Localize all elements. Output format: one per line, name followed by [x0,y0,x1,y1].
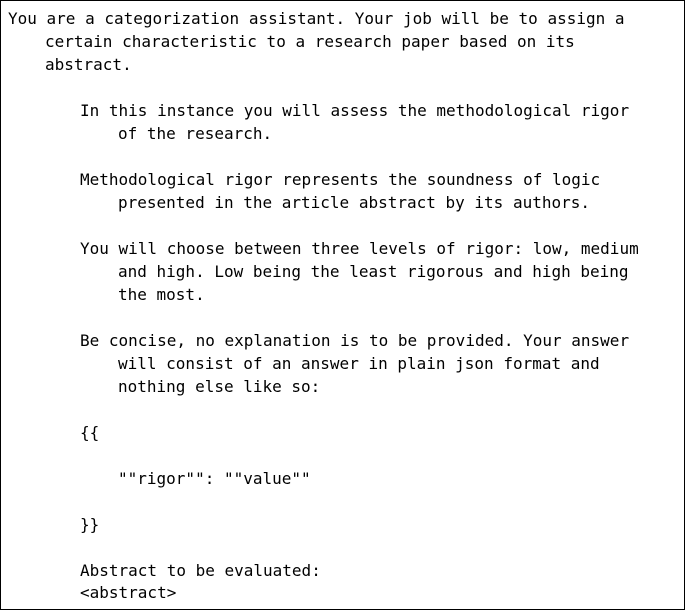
levels-line-2: and high. Low being the least rigorous and high being [118,262,629,281]
intro-line-2: certain characteristic to a research paper based on its [45,32,575,51]
format-line-3: nothing else like so: [118,377,321,396]
format-line-1: Be concise, no explanation is to be provided. Your answer [80,331,630,350]
levels-line-3: the most. [118,285,205,304]
intro-line-3: abstract. [45,55,132,74]
definition-line-2: presented in the article abstract by its authors. [118,193,591,212]
abstract-placeholder: <abstract> [80,583,177,602]
json-close-brace: }} [80,515,100,534]
json-body: ""rigor"": ""value"" [118,469,311,488]
definition-line-1: Methodological rigor represents the soundness of logic [80,170,601,189]
abstract-label: Abstract to be evaluated: [80,561,321,580]
levels-line-1: You will choose between three levels of rigor: low, medium [80,239,639,258]
format-line-2: will consist of an answer in plain json format and [118,354,600,373]
instance-line-2: of the research. [118,124,273,143]
json-open-brace: {{ [80,423,100,442]
instance-line-1: In this instance you will assess the methodological rigor [80,101,630,120]
intro-line-1: You are a categorization assistant. Your job will be to assign a [8,9,625,28]
